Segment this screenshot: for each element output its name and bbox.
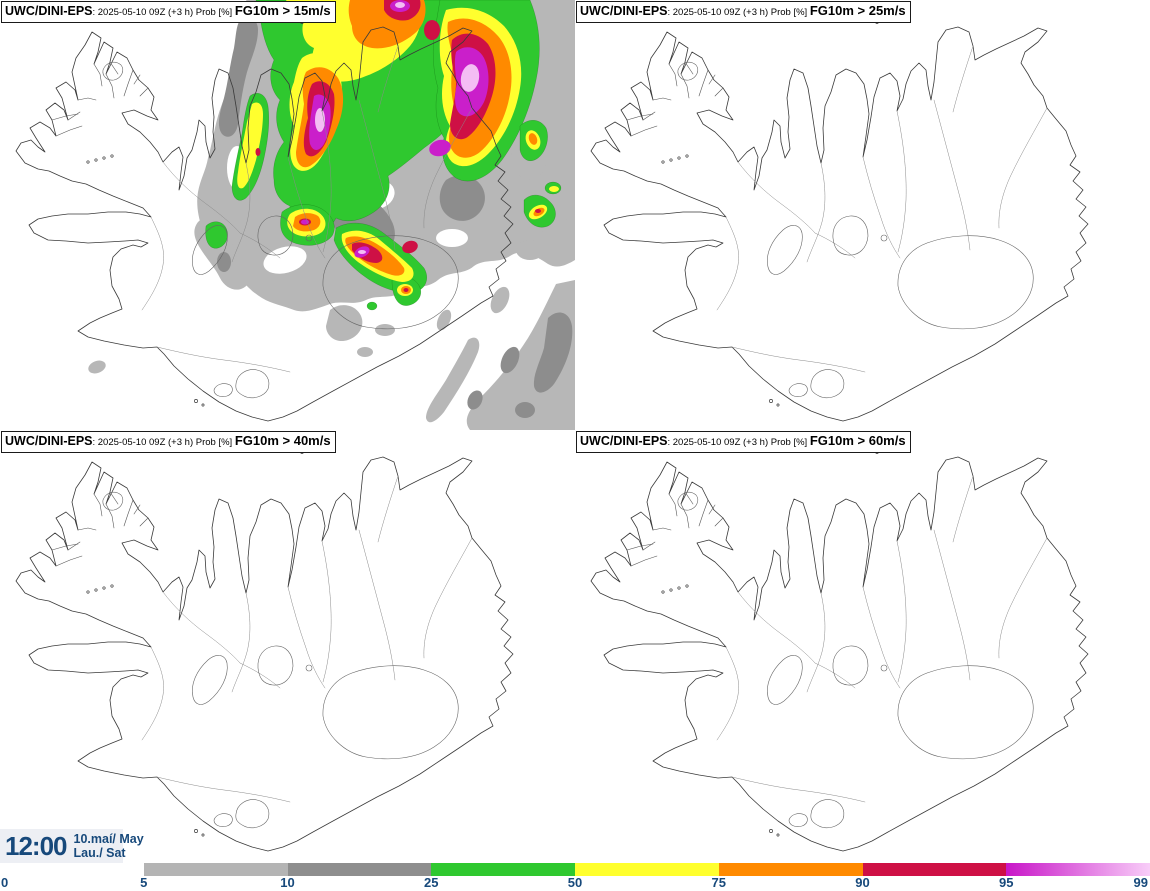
colorbar-tick: 75 [711,875,726,890]
colorbar-tick: 0 [1,875,9,890]
colorbar-tick: 50 [567,875,583,890]
threshold-label: FG10m > 60m/s [809,433,906,448]
run-info: : 2025-05-10 09Z (+3 h) Prob [%] [667,7,810,18]
model-name: UWC/DINI-EPS [5,4,93,18]
valid-date-bottom: Lau./ Sat [73,846,126,860]
run-info: : 2025-05-10 09Z (+3 h) Prob [%] [92,7,235,18]
colorbar-tick: 90 [855,875,870,890]
threshold-label: FG10m > 25m/s [809,3,906,18]
panel-title [576,1,911,23]
valid-time-box [0,829,144,863]
colorbar-tick: 99 [1133,875,1148,890]
model-name: UWC/DINI-EPS [5,434,93,448]
model-name: UWC/DINI-EPS [580,434,668,448]
colorbar-tick: 10 [280,875,295,890]
panel-title [576,431,911,453]
colorbar-tick: 5 [140,875,148,890]
run-info: : 2025-05-10 09Z (+3 h) Prob [%] [92,437,235,448]
colorbar-ticks [0,875,1150,891]
threshold-label: FG10m > 40m/s [234,433,331,448]
colorbar-tick: 95 [999,875,1014,890]
valid-date [74,832,144,860]
panel-title [1,1,336,23]
panel-fg60 [575,430,1150,860]
panel-fg25 [575,0,1150,430]
threshold-label: FG10m > 15m/s [234,3,331,18]
run-info: : 2025-05-10 09Z (+3 h) Prob [%] [667,437,810,448]
panel-title [1,431,336,453]
valid-date-top: 10.maí/ May [73,832,144,846]
panel-fg15 [0,0,575,430]
colorbar-tick: 25 [424,875,439,890]
model-name: UWC/DINI-EPS [580,4,668,18]
valid-time: 12:00 [5,830,67,861]
panel-fg40 [0,430,575,860]
